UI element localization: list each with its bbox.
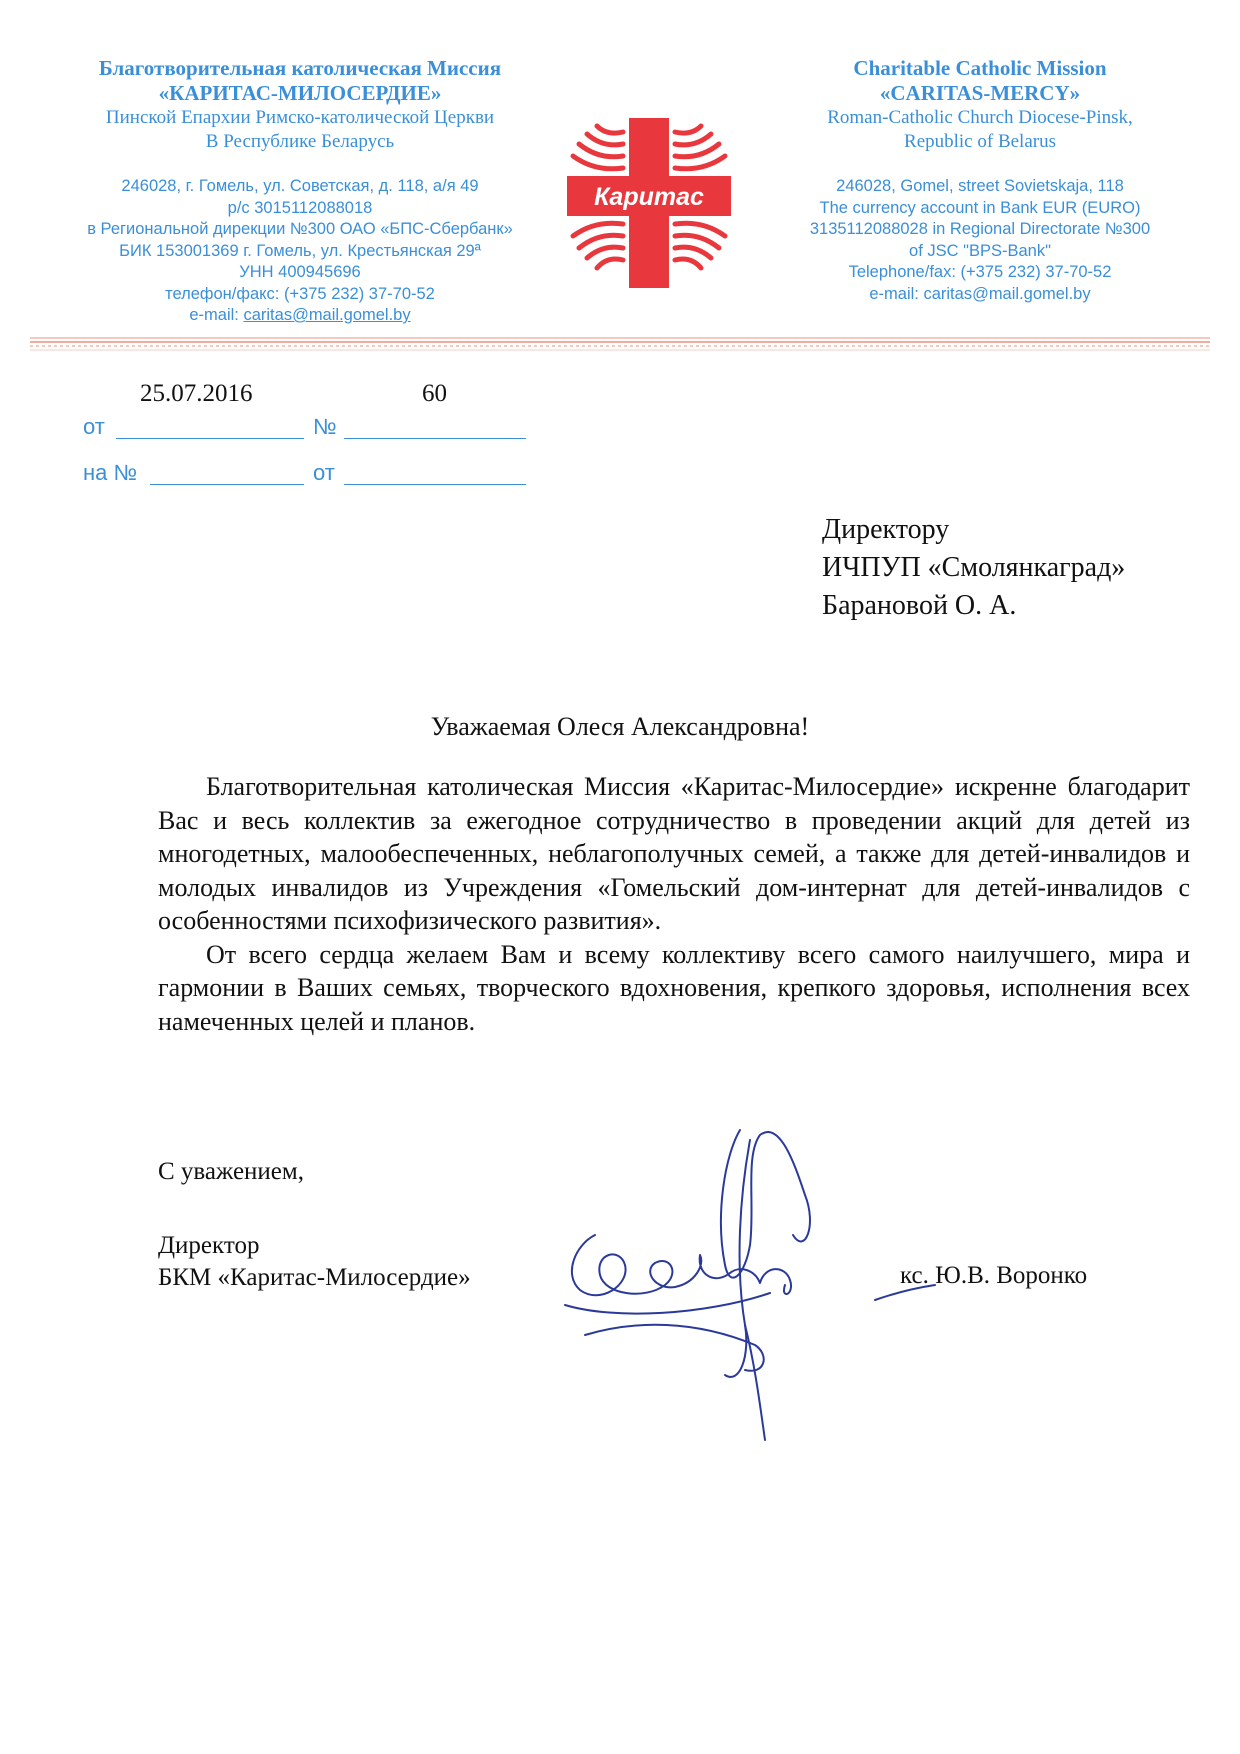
address-line: 3135112088028 in Regional Directorate №300 bbox=[809, 220, 1151, 238]
org-country-en: Republic of Belarus bbox=[904, 131, 1056, 152]
address-line: УНН 400945696 bbox=[239, 263, 361, 281]
org-name-ru-quoted: «КАРИТАС-МИЛОСЕРДИЕ» bbox=[158, 81, 442, 105]
handwritten-signature bbox=[555, 1125, 975, 1455]
logo-text: Каритас bbox=[594, 183, 704, 211]
reply-date-field-line bbox=[344, 484, 526, 485]
body-paragraph: Благотворительная католическая Миссия «Каритас-Милосердие» искренне благодарит Вас и весь коллектив за ежегодное сотрудничество в проведении акций для детей из многодетных, малообеспеченных, неблагополучных семей, а также для детей-инвалидов и молодых инвалидов из Учреждения «Гомельский дом-интернат для детей-инвалидов с особенностями психофизического развития». bbox=[158, 772, 1190, 935]
org-diocese-ru: Пинской Епархии Римско-католической Церкви bbox=[105, 107, 495, 128]
reply-number-field-line bbox=[150, 484, 304, 485]
letter-body bbox=[158, 770, 1190, 1038]
email-prefix: e-mail: bbox=[189, 306, 244, 324]
signatory-organization: БКМ «Каритас-Милосердие» bbox=[158, 1264, 471, 1291]
org-country-ru: В Республике Беларусь bbox=[205, 131, 395, 152]
number-field-line bbox=[344, 438, 526, 439]
address-line: The currency account in Bank EUR (EURO) bbox=[819, 198, 1141, 217]
address-line: of JSC "BPS-Bank" bbox=[909, 241, 1051, 260]
closing-phrase: С уважением, bbox=[158, 1158, 304, 1185]
address-line: Telephone/fax: (+375 232) 37-70-52 bbox=[848, 263, 1112, 281]
signer-name: кс. Ю.В. Воронко bbox=[900, 1262, 1088, 1289]
recipient-company: ИЧПУП «Смолянкаград» bbox=[822, 552, 1126, 583]
reply-number-label: на № bbox=[83, 460, 138, 485]
salutation: Уважаемая Олеся Александровна! bbox=[430, 712, 810, 741]
signatory-title bbox=[158, 1230, 471, 1294]
recipient-block bbox=[822, 511, 1125, 625]
org-name-ru: Благотворительная католическая Миссия bbox=[98, 56, 502, 80]
signatory-position: Директор bbox=[158, 1232, 260, 1259]
letterhead-left bbox=[40, 56, 560, 327]
address-line: БИК 153001369 г. Гомель, ул. Крестьянская 29ª bbox=[119, 241, 481, 260]
outgoing-date: 25.07.2016 bbox=[140, 380, 253, 407]
org-diocese-en: Roman-Catholic Church Diocese-Pinsk, bbox=[827, 107, 1133, 128]
outgoing-number: 60 bbox=[422, 380, 447, 407]
org-name-en: Charitable Catholic Mission bbox=[853, 56, 1107, 80]
body-paragraph: От всего сердца желаем Вам и всему коллективу всего самого наилучшего, мира и гармонии в Ваших семьях, творческого вдохновения, крепкого здоровья, исполнения всех намеченных целей и планов. bbox=[158, 939, 1190, 1036]
address-line: в Региональной дирекции №300 ОАО «БПС-Сбербанк» bbox=[87, 220, 513, 238]
address-line: 246028, Gomel, street Sovietskaja, 118 bbox=[836, 177, 1124, 195]
address-line: e-mail: caritas@mail.gomel.by bbox=[869, 284, 1091, 303]
email-link[interactable]: caritas@mail.gomel.by bbox=[243, 306, 411, 324]
address-line: телефон/факс: (+375 232) 37-70-52 bbox=[165, 284, 435, 303]
letterhead-right bbox=[760, 56, 1200, 305]
org-name-en-quoted: «CARITAS-MERCY» bbox=[879, 81, 1081, 105]
recipient-title: Директору bbox=[822, 514, 950, 545]
address-line: р/с 3015112088018 bbox=[227, 198, 373, 217]
caritas-logo bbox=[567, 118, 731, 288]
header-divider bbox=[30, 335, 1210, 353]
reply-from-label: от bbox=[313, 460, 335, 485]
from-label: от bbox=[83, 414, 105, 439]
address-line: 246028, г. Гомель, ул. Советская, д. 118, а/я 49 bbox=[121, 177, 479, 195]
recipient-name: Барановой О. А. bbox=[822, 590, 1017, 621]
email-line bbox=[40, 305, 560, 327]
number-label: № bbox=[313, 414, 337, 439]
date-field-line bbox=[116, 438, 304, 439]
